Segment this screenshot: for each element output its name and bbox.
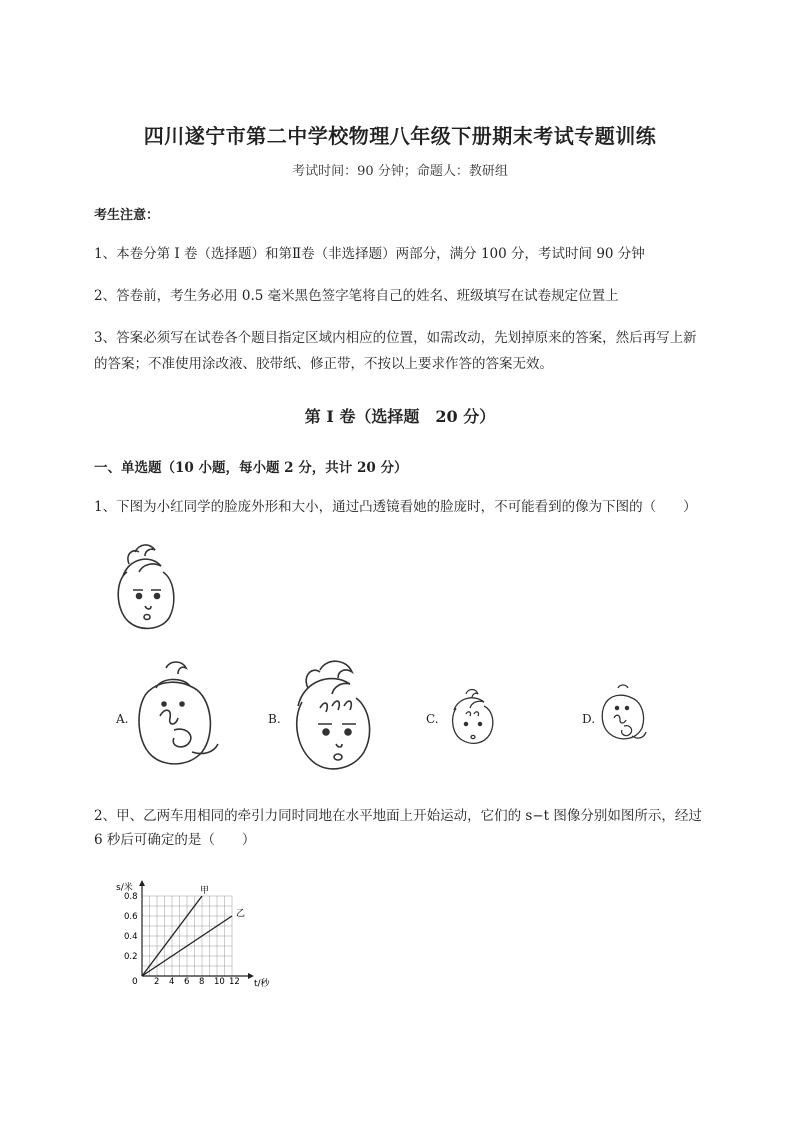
y-tick-label: 0.8 [124, 892, 138, 902]
x-tick-label: 6 [184, 977, 190, 987]
x-tick-label: 12 [229, 977, 240, 987]
page-title: 四川遂宁市第二中学校物理八年级下册期末考试专题训练 [143, 124, 657, 148]
y-tick-label: 0.6 [124, 912, 138, 922]
question-1-text: 1、下图为小红同学的脸庞外形和大小，通过凸透镜看她的脸庞时，不可能看到的像为下图的（ ） [94, 499, 697, 515]
x-axis-label: t/秒 [254, 979, 270, 989]
notice-item: 的答案；不准使用涂改液、胶带纸、修正带，不按以上要求作答的答案无效。 [94, 356, 553, 372]
option-a-label: A. [116, 712, 129, 726]
origin-label: 0 [132, 977, 138, 987]
option-c-face-image [446, 686, 498, 750]
section-title: 第 I 卷（选择题 20 分） [304, 407, 496, 426]
x-tick-label: 10 [214, 977, 225, 987]
reference-face-image [105, 540, 185, 635]
series-label: 甲 [200, 886, 210, 896]
notice-item: 3、答案必须写在试卷各个题目指定区域内相应的位置，如需改动，先划掉原来的答案，然后再写上新 [94, 330, 697, 346]
notice-label: 考生注意： [94, 208, 160, 223]
notice-item: 2、答卷前，考生务必用 0.5 毫米黑色签字笔将自己的姓名、班级填写在试卷规定位置上 [94, 288, 619, 304]
s-t-chart [108, 876, 278, 996]
option-b-face-image [288, 658, 378, 776]
option-d-face-image [596, 684, 648, 748]
section-heading: 一、单选题（10 小题，每小题 2 分，共计 20 分） [94, 460, 408, 476]
y-tick-label: 0.2 [124, 952, 138, 962]
question-2-text-cont: 6 秒后可确定的是（ ） [94, 832, 256, 848]
x-tick-label: 8 [199, 977, 205, 987]
option-c-label: C. [426, 712, 439, 726]
notice-item: 1、本卷分第 I 卷（选择题）和第Ⅱ卷（非选择题）两部分，满分 100 分，考试时间 90 分钟 [94, 246, 645, 262]
option-a-face-image [130, 660, 225, 775]
option-b-label: B. [268, 712, 281, 726]
y-axis-label: s/米 [116, 883, 133, 893]
question-2-text: 2、甲、乙两车用相同的牵引力同时同地在水平地面上开始运动，它们的 s−t 图像分别如图所示，经过 [94, 808, 702, 824]
y-axis-arrow [139, 880, 145, 886]
exam-subtitle: 考试时间：90 分钟；命题人：教研组 [292, 164, 508, 179]
x-tick-label: 2 [154, 977, 160, 987]
y-tick-label: 0.4 [124, 932, 138, 942]
chart-grid [142, 896, 232, 976]
option-d-label: D. [582, 712, 596, 726]
x-tick-label: 4 [169, 977, 175, 987]
series-label: 乙 [236, 909, 246, 919]
